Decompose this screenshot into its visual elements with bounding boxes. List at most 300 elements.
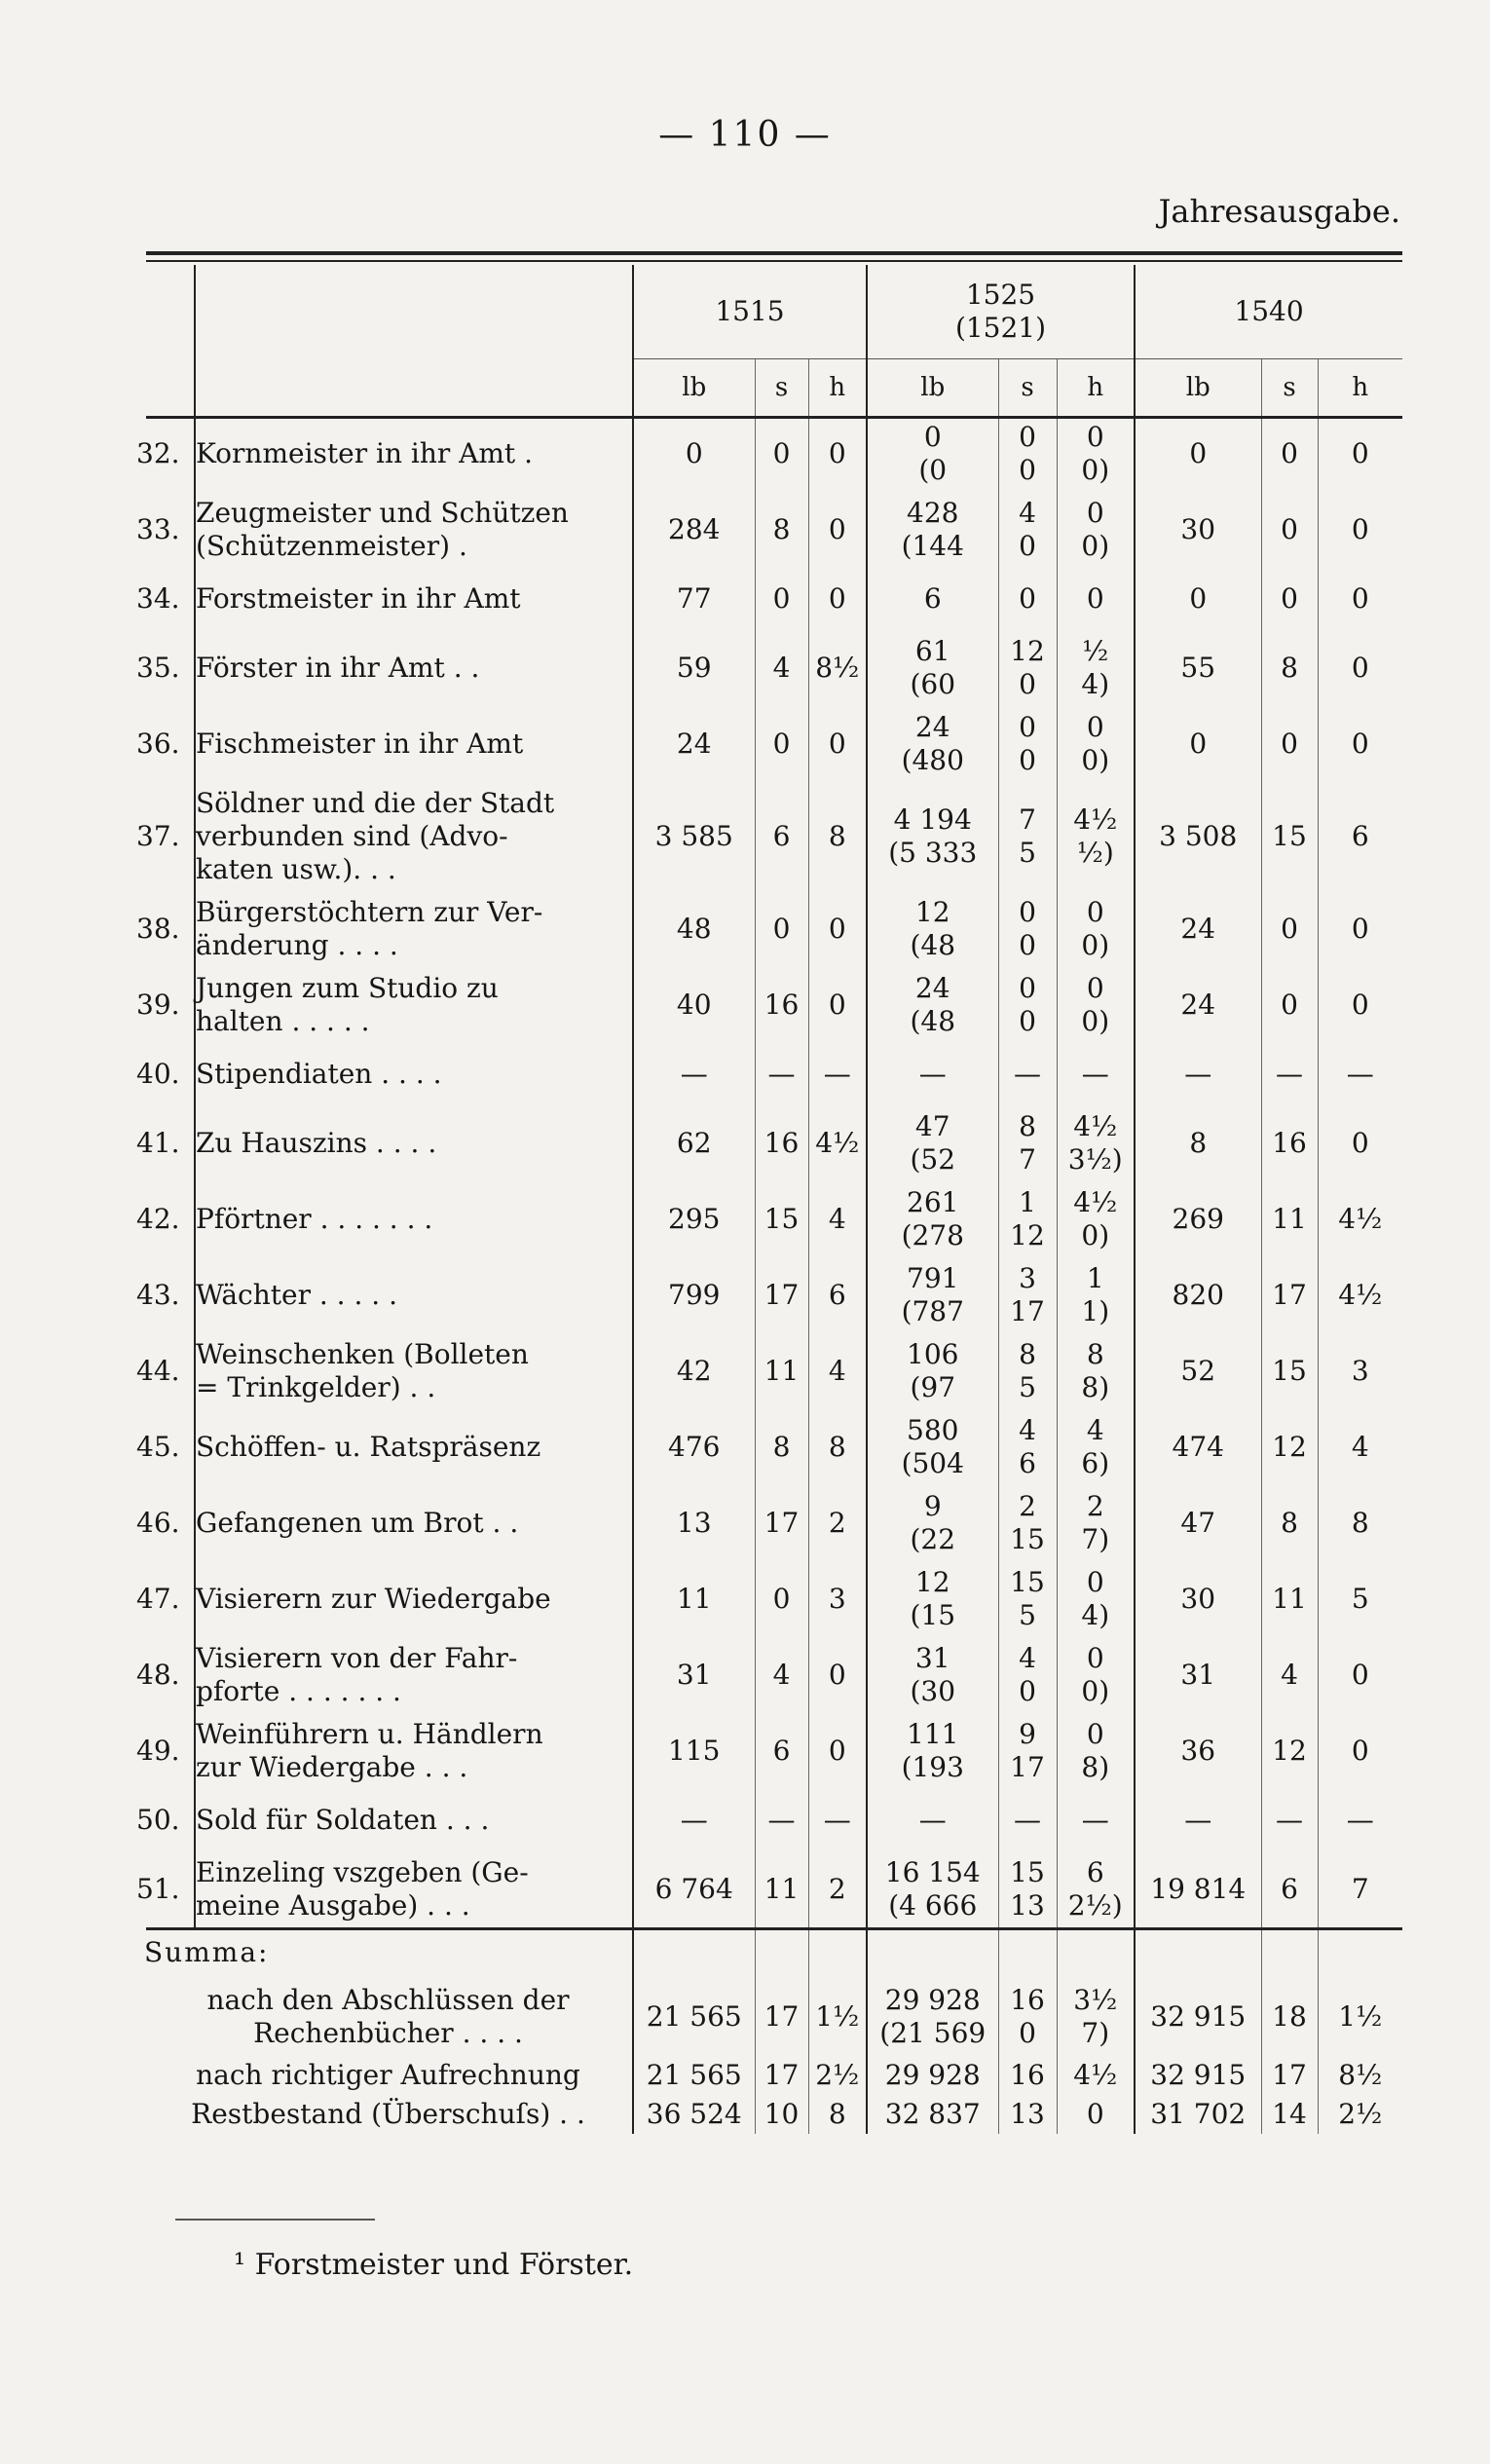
cell-y1525-lb: 261 (278 (867, 1181, 998, 1257)
cell-y1540-s: — (1261, 1043, 1318, 1105)
cell-y1525-lb: 9 (22 (867, 1485, 998, 1561)
summa-cell-y1525-s: 16 (998, 2056, 1057, 2095)
cell-y1515-h: 0 (808, 706, 867, 782)
cell-y1515-h: 0 (808, 568, 867, 630)
cell-y1540-s: 4 (1261, 1637, 1318, 1713)
cell-y1540-h: — (1318, 1789, 1402, 1851)
cell-y1525-h: 6 2½) (1057, 1851, 1135, 1927)
table-row (136, 1789, 1402, 1851)
row-number: 47. (136, 1583, 180, 1615)
cell-y1515-lb: 31 (633, 1637, 755, 1713)
cell-y1540-s: 11 (1261, 1561, 1318, 1637)
table-row (136, 1333, 1402, 1409)
summa-row (136, 2095, 1402, 2134)
cell-y1515-h: 3 (808, 1561, 867, 1637)
cell-y1540-s: 8 (1261, 1485, 1318, 1561)
header-rule (146, 416, 1402, 419)
cell-y1515-s: 15 (755, 1181, 808, 1257)
cell-y1525-s: 1 12 (998, 1181, 1057, 1257)
cell-y1525-lb: 0 (0 (867, 416, 998, 492)
cell-y1515-lb: 284 (633, 492, 755, 568)
cell-y1515-h: — (808, 1043, 867, 1105)
cell-y1525-s: — (998, 1043, 1057, 1105)
summa-cell-y1515-lb: 21 565 (633, 2056, 755, 2095)
cell-y1515-lb: 77 (633, 568, 755, 630)
cell-y1525-lb: — (867, 1043, 998, 1105)
row-number: 37. (136, 820, 180, 852)
cell-y1515-h: 2 (808, 1485, 867, 1561)
cell-y1540-h: 8 (1318, 1485, 1402, 1561)
cell-y1525-s: 15 5 (998, 1561, 1057, 1637)
row-label: Zeugmeister und Schützen (Schützenmeister) . (195, 492, 633, 568)
cell-y1525-h: 0 0) (1057, 1637, 1135, 1713)
cell-y1525-s: 15 13 (998, 1851, 1057, 1927)
cell-y1540-lb: 31 (1135, 1637, 1261, 1713)
cell-y1525-lb: 12 (15 (867, 1561, 998, 1637)
row-number: 36. (136, 728, 180, 760)
cell-y1540-h: 5 (1318, 1561, 1402, 1637)
row-number: 35. (136, 652, 180, 684)
summa-cell-y1540-h: 8½ (1318, 2056, 1402, 2095)
cell-y1540-s: 0 (1261, 706, 1318, 782)
summa-cell-y1515-lb: 36 524 (633, 2095, 755, 2134)
row-number: 32. (136, 437, 180, 469)
cell-y1540-s: 0 (1261, 967, 1318, 1043)
ledger-body (136, 416, 1402, 2134)
cell-y1515-s: 4 (755, 630, 808, 706)
header-blank-no (136, 265, 195, 359)
row-label: Einzeling vszgeben (Ge- meine Ausgabe) . . . (195, 1851, 633, 1927)
cell-y1540-h: — (1318, 1043, 1402, 1105)
cell-y1525-lb: 61 (60 (867, 630, 998, 706)
unit-s: s (1261, 359, 1318, 417)
cell-y1515-h: 2 (808, 1851, 867, 1927)
unit-lb: lb (1135, 359, 1261, 417)
cell-y1515-s: 4 (755, 1637, 808, 1713)
cell-y1515-s: 0 (755, 706, 808, 782)
cell-y1525-h: 1 1) (1057, 1257, 1135, 1333)
cell-y1515-h: 4½ (808, 1105, 867, 1181)
row-label: Visierern von der Fahr- pforte . . . . . . . (195, 1637, 633, 1713)
row-number: 43. (136, 1279, 180, 1311)
footnote-rule (175, 2219, 375, 2221)
cell-y1515-s: 6 (755, 782, 808, 891)
cell-y1540-h: 0 (1318, 1637, 1402, 1713)
cell-y1515-s: — (755, 1043, 808, 1105)
cell-y1540-lb: 30 (1135, 492, 1261, 568)
summa-cell-y1525-lb: 29 928 (867, 2056, 998, 2095)
row-label: Kornmeister in ihr Amt . (195, 416, 633, 492)
summa-header-spacer (808, 1927, 867, 1978)
summa-header-spacer (1261, 1927, 1318, 1978)
cell-y1525-h: 4½ 3½) (1057, 1105, 1135, 1181)
cell-y1540-h: 0 (1318, 1105, 1402, 1181)
year-1515-header: 1515 (633, 265, 867, 359)
summa-header-spacer (1318, 1927, 1402, 1978)
summa-cell-y1515-s: 17 (755, 1978, 808, 2056)
row-label: Weinführern u. Händlern zur Wiedergabe . . . (195, 1713, 633, 1789)
cell-y1515-h: 0 (808, 967, 867, 1043)
row-number: 38. (136, 913, 180, 945)
summa-cell-y1540-lb: 31 702 (1135, 2095, 1261, 2134)
year-1540-header: 1540 (1135, 265, 1402, 359)
cell-y1525-lb: 47 (52 (867, 1105, 998, 1181)
cell-y1525-h: 0 4) (1057, 1561, 1135, 1637)
cell-y1525-h: 0 0) (1057, 891, 1135, 967)
cell-y1515-h: 0 (808, 1713, 867, 1789)
cell-y1540-h: 4½ (1318, 1257, 1402, 1333)
cell-y1540-h: 3 (1318, 1333, 1402, 1409)
cell-y1525-lb: 16 154 (4 666 (867, 1851, 998, 1927)
table-row (136, 1561, 1402, 1637)
year-header-row (136, 265, 1402, 359)
cell-y1515-h: 8 (808, 782, 867, 891)
unit-s: s (755, 359, 808, 417)
summa-cell-y1515-h: 2½ (808, 2056, 867, 2095)
cell-y1540-lb: 36 (1135, 1713, 1261, 1789)
cell-y1515-lb: 115 (633, 1713, 755, 1789)
top-rule-thin (146, 260, 1402, 262)
row-number: 42. (136, 1203, 180, 1235)
row-label: Gefangenen um Brot . . (195, 1485, 633, 1561)
cell-y1525-lb: 24 (480 (867, 706, 998, 782)
cell-y1515-h: 0 (808, 891, 867, 967)
summa-cell-y1540-s: 14 (1261, 2095, 1318, 2134)
cell-y1540-lb: 19 814 (1135, 1851, 1261, 1927)
table-row (136, 1713, 1402, 1789)
summa-cell-y1515-lb: 21 565 (633, 1978, 755, 2056)
row-label: Schöffen- u. Ratspräsenz (195, 1409, 633, 1485)
cell-y1515-lb: 24 (633, 706, 755, 782)
year-1525-header: 1525 (1521) (867, 265, 1135, 359)
table-row (136, 630, 1402, 706)
cell-y1515-s: 6 (755, 1713, 808, 1789)
row-label: Pförtner . . . . . . . (195, 1181, 633, 1257)
cell-y1525-s: 12 0 (998, 630, 1057, 706)
cell-y1515-lb: 40 (633, 967, 755, 1043)
row-label: Bürgerstöchtern zur Ver- änderung . . . . (195, 891, 633, 967)
cell-y1540-h: 6 (1318, 782, 1402, 891)
summa-cell-y1525-h: 0 (1057, 2095, 1135, 2134)
cell-y1540-lb: 52 (1135, 1333, 1261, 1409)
row-label: Wächter . . . . . (195, 1257, 633, 1333)
summa-row (136, 2056, 1402, 2095)
cell-y1515-lb: 799 (633, 1257, 755, 1333)
row-number: 46. (136, 1507, 180, 1539)
cell-y1540-s: 15 (1261, 1333, 1318, 1409)
cell-y1525-h: 4 6) (1057, 1409, 1135, 1485)
cell-y1525-h: — (1057, 1789, 1135, 1851)
unit-blank-label (195, 359, 633, 417)
summa-header-spacer (755, 1927, 808, 1978)
cell-y1525-s: 3 17 (998, 1257, 1057, 1333)
cell-y1515-h: 0 (808, 492, 867, 568)
cell-y1540-h: 0 (1318, 706, 1402, 782)
cell-y1525-h: — (1057, 1043, 1135, 1105)
cell-y1525-h: 2 7) (1057, 1485, 1135, 1561)
cell-y1515-h: 6 (808, 1257, 867, 1333)
cell-y1515-h: 8½ (808, 630, 867, 706)
cell-y1540-lb: 0 (1135, 706, 1261, 782)
cell-y1540-lb: — (1135, 1043, 1261, 1105)
summa-cell-y1525-lb: 29 928 (21 569 (867, 1978, 998, 2056)
cell-y1515-lb: 42 (633, 1333, 755, 1409)
cell-y1515-lb: 295 (633, 1181, 755, 1257)
row-number: 48. (136, 1659, 180, 1691)
summa-cell-y1515-s: 17 (755, 2056, 808, 2095)
cell-y1515-s: 16 (755, 967, 808, 1043)
cell-y1515-lb: 0 (633, 416, 755, 492)
cell-y1540-s: — (1261, 1789, 1318, 1851)
table-row (136, 492, 1402, 568)
cell-y1515-lb: 476 (633, 1409, 755, 1485)
cell-y1525-h: 0 0) (1057, 967, 1135, 1043)
cell-y1540-lb: 24 (1135, 891, 1261, 967)
cell-y1525-h: 0 0) (1057, 492, 1135, 568)
summa-header-spacer (1135, 1927, 1261, 1978)
page-number: — 110 — (658, 115, 832, 155)
unit-header-row (136, 359, 1402, 417)
cell-y1525-h: 0 8) (1057, 1713, 1135, 1789)
cell-y1515-lb: — (633, 1043, 755, 1105)
cell-y1515-lb: — (633, 1789, 755, 1851)
cell-y1525-lb: 791 (787 (867, 1257, 998, 1333)
summa-cell-y1540-s: 18 (1261, 1978, 1318, 2056)
cell-y1540-h: 0 (1318, 416, 1402, 492)
cell-y1525-s: 7 5 (998, 782, 1057, 891)
cell-y1540-lb: 47 (1135, 1485, 1261, 1561)
cell-y1525-s: 0 (998, 568, 1057, 630)
table-row (136, 891, 1402, 967)
row-number: 34. (136, 582, 180, 615)
cell-y1525-h: 4½ 0) (1057, 1181, 1135, 1257)
cell-y1540-h: 0 (1318, 1713, 1402, 1789)
unit-h: h (808, 359, 867, 417)
cell-y1525-lb: 428 (144 (867, 492, 998, 568)
summa-label: nach den Abschlüssen der Rechenbücher . . . . (206, 1984, 570, 2049)
cell-y1525-h: 0 (1057, 568, 1135, 630)
summa-header-spacer (998, 1927, 1057, 1978)
cell-y1540-lb: 269 (1135, 1181, 1261, 1257)
row-number: 49. (136, 1735, 180, 1767)
cell-y1525-s: 0 0 (998, 706, 1057, 782)
cell-y1525-s: 4 6 (998, 1409, 1057, 1485)
cell-y1540-s: 12 (1261, 1409, 1318, 1485)
cell-y1525-s: 8 5 (998, 1333, 1057, 1409)
unit-lb: lb (633, 359, 755, 417)
cell-y1515-h: 8 (808, 1409, 867, 1485)
summa-cell-y1540-s: 17 (1261, 2056, 1318, 2095)
section-title: Jahresausgabe. (1158, 193, 1400, 230)
cell-y1525-s: 0 0 (998, 416, 1057, 492)
row-number: 51. (136, 1873, 180, 1905)
cell-y1540-s: 16 (1261, 1105, 1318, 1181)
cell-y1540-s: 0 (1261, 891, 1318, 967)
table-row (136, 967, 1402, 1043)
cell-y1525-lb: 24 (48 (867, 967, 998, 1043)
cell-y1540-lb: 0 (1135, 568, 1261, 630)
summa-cell-y1525-s: 16 0 (998, 1978, 1057, 2056)
table-row (136, 1485, 1402, 1561)
cell-y1540-lb: 3 508 (1135, 782, 1261, 891)
cell-y1540-s: 0 (1261, 492, 1318, 568)
cell-y1515-s: 8 (755, 1409, 808, 1485)
row-label: Stipendiaten . . . . (195, 1043, 633, 1105)
unit-h: h (1057, 359, 1135, 417)
cell-y1525-h: 8 8) (1057, 1333, 1135, 1409)
cell-y1540-lb: — (1135, 1789, 1261, 1851)
footnote: ¹ Forstmeister und Förster. (234, 2248, 634, 2282)
cell-y1525-s: 0 0 (998, 967, 1057, 1043)
summa-cell-y1540-lb: 32 915 (1135, 1978, 1261, 2056)
cell-y1515-s: 0 (755, 1561, 808, 1637)
cell-y1515-s: 0 (755, 891, 808, 967)
cell-y1515-lb: 13 (633, 1485, 755, 1561)
cell-y1515-s: 8 (755, 492, 808, 568)
cell-y1515-lb: 3 585 (633, 782, 755, 891)
cell-y1525-s: 8 7 (998, 1105, 1057, 1181)
row-label: Forstmeister in ihr Amt (195, 568, 633, 630)
row-label: Zu Hauszins . . . . (195, 1105, 633, 1181)
table-row (136, 1851, 1402, 1927)
row-number: 41. (136, 1127, 180, 1159)
summa-title: Summa: (144, 1936, 270, 1968)
table-row (136, 1043, 1402, 1105)
summa-row (136, 1978, 1402, 2056)
cell-y1515-lb: 62 (633, 1105, 755, 1181)
cell-y1540-h: 0 (1318, 630, 1402, 706)
cell-y1540-s: 0 (1261, 416, 1318, 492)
cell-y1525-h: 0 0) (1057, 416, 1135, 492)
cell-y1525-h: ½ 4) (1057, 630, 1135, 706)
summa-label: Restbestand (Überschuſs) . . (191, 2098, 585, 2130)
cell-y1515-s: 16 (755, 1105, 808, 1181)
cell-y1540-s: 15 (1261, 782, 1318, 891)
row-number: 33. (136, 513, 180, 545)
cell-y1515-h: 0 (808, 416, 867, 492)
cell-y1540-lb: 820 (1135, 1257, 1261, 1333)
summa-cell-y1515-h: 1½ (808, 1978, 867, 2056)
row-label: Förster in ihr Amt . . (195, 630, 633, 706)
summa-cell-y1540-h: 2½ (1318, 2095, 1402, 2134)
summa-cell-y1525-s: 13 (998, 2095, 1057, 2134)
table-row (136, 416, 1402, 492)
row-label: Fischmeister in ihr Amt (195, 706, 633, 782)
header-blank-label (195, 265, 633, 359)
row-number: 45. (136, 1431, 180, 1463)
unit-s: s (998, 359, 1057, 417)
cell-y1540-s: 0 (1261, 568, 1318, 630)
table-row (136, 1181, 1402, 1257)
cell-y1540-h: 4½ (1318, 1181, 1402, 1257)
cell-y1525-h: 0 0) (1057, 706, 1135, 782)
cell-y1515-s: 17 (755, 1485, 808, 1561)
table-row (136, 782, 1402, 891)
cell-y1525-lb: 580 (504 (867, 1409, 998, 1485)
summa-cell-y1525-lb: 32 837 (867, 2095, 998, 2134)
cell-y1525-lb: 12 (48 (867, 891, 998, 967)
summa-header-spacer (867, 1927, 998, 1978)
summa-header-row (136, 1927, 1402, 1978)
summa-cell-y1540-lb: 32 915 (1135, 2056, 1261, 2095)
cell-y1540-h: 0 (1318, 967, 1402, 1043)
cell-y1515-lb: 48 (633, 891, 755, 967)
cell-y1515-s: 11 (755, 1851, 808, 1927)
unit-lb: lb (867, 359, 998, 417)
cell-y1540-lb: 474 (1135, 1409, 1261, 1485)
cell-y1525-s: 4 0 (998, 492, 1057, 568)
cell-y1515-lb: 59 (633, 630, 755, 706)
cell-y1525-lb: 6 (867, 568, 998, 630)
summa-cell-y1515-h: 8 (808, 2095, 867, 2134)
cell-y1540-s: 11 (1261, 1181, 1318, 1257)
cell-y1515-s: 0 (755, 416, 808, 492)
cell-y1540-lb: 24 (1135, 967, 1261, 1043)
table-row (136, 1257, 1402, 1333)
table-row (136, 1105, 1402, 1181)
cell-y1540-h: 7 (1318, 1851, 1402, 1927)
cell-y1515-s: 17 (755, 1257, 808, 1333)
cell-y1525-lb: 4 194 (5 333 (867, 782, 998, 891)
cell-y1525-s: 2 15 (998, 1485, 1057, 1561)
unit-blank-no (136, 359, 195, 417)
row-number: 40. (136, 1058, 180, 1090)
cell-y1525-lb: 31 (30 (867, 1637, 998, 1713)
cell-y1515-s: 11 (755, 1333, 808, 1409)
table-row (136, 1409, 1402, 1485)
cell-y1525-h: 4½ ½) (1057, 782, 1135, 891)
cell-y1540-lb: 30 (1135, 1561, 1261, 1637)
row-label: Weinschenken (Bolleten = Trinkgelder) . . (195, 1333, 633, 1409)
summa-cell-y1525-h: 4½ (1057, 2056, 1135, 2095)
cell-y1525-s: — (998, 1789, 1057, 1851)
cell-y1515-s: 0 (755, 568, 808, 630)
cell-y1540-s: 8 (1261, 630, 1318, 706)
row-number: 39. (136, 989, 180, 1021)
summa-cell-y1515-s: 10 (755, 2095, 808, 2134)
table-row (136, 568, 1402, 630)
cell-y1540-h: 0 (1318, 492, 1402, 568)
summa-header-spacer (633, 1927, 755, 1978)
row-label: Jungen zum Studio zu halten . . . . . (195, 967, 633, 1043)
cell-y1525-lb: — (867, 1789, 998, 1851)
summa-header-spacer (1057, 1927, 1135, 1978)
table-row (136, 706, 1402, 782)
cell-y1525-s: 0 0 (998, 891, 1057, 967)
unit-h: h (1318, 359, 1402, 417)
top-rule (146, 251, 1402, 255)
row-number: 50. (136, 1804, 180, 1836)
cell-y1540-lb: 0 (1135, 416, 1261, 492)
cell-y1525-s: 4 0 (998, 1637, 1057, 1713)
row-label: Sold für Soldaten . . . (195, 1789, 633, 1851)
cell-y1540-s: 17 (1261, 1257, 1318, 1333)
table-row (136, 1637, 1402, 1713)
cell-y1515-h: 0 (808, 1637, 867, 1713)
cell-y1540-lb: 8 (1135, 1105, 1261, 1181)
cell-y1515-lb: 11 (633, 1561, 755, 1637)
cell-y1540-lb: 55 (1135, 630, 1261, 706)
cell-y1540-h: 0 (1318, 568, 1402, 630)
cell-y1540-h: 0 (1318, 891, 1402, 967)
cell-y1540-h: 4 (1318, 1409, 1402, 1485)
cell-y1540-s: 12 (1261, 1713, 1318, 1789)
summa-label: nach richtiger Aufrechnung (196, 2059, 580, 2091)
summa-cell-y1525-h: 3½ 7) (1057, 1978, 1135, 2056)
cell-y1515-h: — (808, 1789, 867, 1851)
cell-y1525-lb: 106 (97 (867, 1333, 998, 1409)
cell-y1515-h: 4 (808, 1333, 867, 1409)
